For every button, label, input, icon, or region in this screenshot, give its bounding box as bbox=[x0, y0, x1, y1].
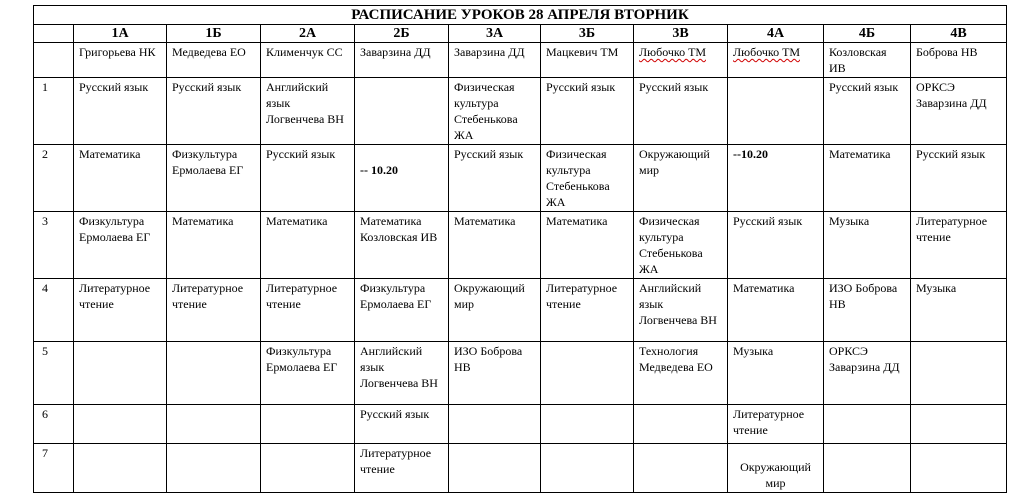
teacher-cell: Клименчук СС bbox=[261, 43, 355, 78]
lesson-row-2 bbox=[34, 145, 1007, 212]
lesson-cell: Математика Козловская ИВ bbox=[355, 212, 449, 279]
lesson-cell bbox=[911, 405, 1007, 444]
lesson-cell: Физкультура Ермолаева ЕГ bbox=[74, 212, 167, 279]
lesson-cell: Литературное чтение bbox=[728, 405, 824, 444]
corner-cell bbox=[34, 25, 74, 43]
teacher-cell: Заварзина ДД bbox=[449, 43, 541, 78]
lesson-cell bbox=[74, 405, 167, 444]
lesson-cell bbox=[728, 444, 824, 493]
lesson-number: 4 bbox=[34, 279, 74, 342]
lesson-cell bbox=[634, 405, 728, 444]
lesson-cell: Технология Медведева ЕО bbox=[634, 342, 728, 405]
lesson-number: 5 bbox=[34, 342, 74, 405]
schedule-title: РАСПИСАНИЕ УРОКОВ 28 АПРЕЛЯ ВТОРНИК bbox=[34, 6, 1007, 25]
lesson-cell bbox=[449, 405, 541, 444]
class-header: 4А bbox=[728, 25, 824, 43]
teacher-cell: Григорьева НК bbox=[74, 43, 167, 78]
lesson-cell: Русский язык bbox=[449, 145, 541, 212]
lesson-cell: ИЗО Боброва НВ bbox=[449, 342, 541, 405]
lesson-cell bbox=[167, 405, 261, 444]
lesson-text: Окружающий мир bbox=[740, 460, 811, 490]
lesson-cell bbox=[634, 444, 728, 493]
lesson-cell bbox=[355, 145, 449, 212]
lesson-cell: Музыка bbox=[911, 279, 1007, 342]
lesson-cell: Окружающий мир bbox=[449, 279, 541, 342]
lesson-number: 6 bbox=[34, 405, 74, 444]
lesson-cell: Физкультура Ермолаева ЕГ bbox=[261, 342, 355, 405]
lesson-row-7 bbox=[34, 444, 1007, 493]
lesson-cell: Окружающий мир bbox=[634, 145, 728, 212]
lesson-cell: Математика bbox=[824, 145, 911, 212]
lesson-cell: Музыка bbox=[728, 342, 824, 405]
lesson-cell: Физическая культура Стебенькова ЖА bbox=[449, 78, 541, 145]
class-header: 1А bbox=[74, 25, 167, 43]
lesson-cell bbox=[541, 405, 634, 444]
lesson-number: 7 bbox=[34, 444, 74, 493]
lesson-number: 3 bbox=[34, 212, 74, 279]
lesson-cell bbox=[824, 405, 911, 444]
teacher-corner bbox=[34, 43, 74, 78]
lesson-cell: Русский язык bbox=[911, 145, 1007, 212]
lesson-cell: Русский язык bbox=[74, 78, 167, 145]
class-header: 4В bbox=[911, 25, 1007, 43]
lesson-cell bbox=[167, 444, 261, 493]
lesson-cell: Русский язык bbox=[355, 405, 449, 444]
lesson-row-1 bbox=[34, 78, 1007, 145]
lesson-cell: Математика bbox=[449, 212, 541, 279]
lesson-cell: Английский язык Логвенчева ВН bbox=[261, 78, 355, 145]
lesson-cell: Русский язык bbox=[634, 78, 728, 145]
lesson-cell: Литературное чтение bbox=[167, 279, 261, 342]
lesson-cell: Русский язык bbox=[167, 78, 261, 145]
teacher-cell bbox=[728, 43, 824, 78]
class-header: 3Б bbox=[541, 25, 634, 43]
lesson-cell: Английский язык Логвенчева ВН bbox=[355, 342, 449, 405]
lesson-cell: Русский язык bbox=[261, 145, 355, 212]
lesson-cell: Литературное чтение bbox=[74, 279, 167, 342]
teacher-row bbox=[34, 43, 1007, 78]
lesson-cell: Математика bbox=[167, 212, 261, 279]
lesson-cell: Музыка bbox=[824, 212, 911, 279]
lesson-cell: Физическая культура Стебенькова ЖА bbox=[634, 212, 728, 279]
lesson-number: 2 bbox=[34, 145, 74, 212]
lesson-cell: Литературное чтение bbox=[261, 279, 355, 342]
lesson-cell bbox=[911, 444, 1007, 493]
class-header: 1Б bbox=[167, 25, 261, 43]
lesson-number: 1 bbox=[34, 78, 74, 145]
class-header: 3А bbox=[449, 25, 541, 43]
lesson-cell bbox=[449, 444, 541, 493]
lesson-cell: ОРКСЭ Заварзина ДД bbox=[911, 78, 1007, 145]
lesson-cell: Математика bbox=[261, 212, 355, 279]
lesson-time-note: -- 10.20 bbox=[360, 163, 398, 177]
lesson-cell bbox=[728, 145, 824, 212]
lesson-cell bbox=[355, 78, 449, 145]
lesson-cell: Физкультура Ермолаева ЕГ bbox=[167, 145, 261, 212]
lesson-time-note: --10.20 bbox=[733, 147, 768, 161]
teacher-cell: Боброва НВ bbox=[911, 43, 1007, 78]
lesson-cell: Русский язык bbox=[728, 212, 824, 279]
lesson-row-4 bbox=[34, 279, 1007, 342]
lesson-cell bbox=[261, 405, 355, 444]
class-header: 4Б bbox=[824, 25, 911, 43]
teacher-cell: Заварзина ДД bbox=[355, 43, 449, 78]
class-header: 2А bbox=[261, 25, 355, 43]
lesson-cell bbox=[167, 342, 261, 405]
lesson-cell bbox=[541, 444, 634, 493]
lesson-cell: ОРКСЭ Заварзина ДД bbox=[824, 342, 911, 405]
teacher-cell: Мацкевич ТМ bbox=[541, 43, 634, 78]
lesson-cell: ИЗО Боброва НВ bbox=[824, 279, 911, 342]
lesson-cell: Литературное чтение bbox=[355, 444, 449, 493]
lesson-cell bbox=[74, 342, 167, 405]
teacher-name: Любочко ТМ bbox=[639, 45, 706, 59]
lesson-cell bbox=[74, 444, 167, 493]
lesson-cell: Литературное чтение bbox=[911, 212, 1007, 279]
lesson-cell: Русский язык bbox=[541, 78, 634, 145]
lesson-cell bbox=[728, 78, 824, 145]
lesson-cell bbox=[824, 444, 911, 493]
lesson-cell: Математика bbox=[74, 145, 167, 212]
lesson-cell: Математика bbox=[728, 279, 824, 342]
lesson-cell: Математика bbox=[541, 212, 634, 279]
lesson-cell: Русский язык bbox=[824, 78, 911, 145]
lesson-cell: Литературное чтение bbox=[541, 279, 634, 342]
teacher-cell: Медведева ЕО bbox=[167, 43, 261, 78]
lesson-row-3 bbox=[34, 212, 1007, 279]
lesson-cell bbox=[261, 444, 355, 493]
lesson-cell bbox=[911, 342, 1007, 405]
lesson-row-5 bbox=[34, 342, 1007, 405]
teacher-cell bbox=[634, 43, 728, 78]
teacher-cell: Козловская ИВ bbox=[824, 43, 911, 78]
class-header: 3В bbox=[634, 25, 728, 43]
lesson-cell: Английский язык Логвенчева ВН bbox=[634, 279, 728, 342]
lesson-row-6 bbox=[34, 405, 1007, 444]
lesson-cell: Физическая культура Стебенькова ЖА bbox=[541, 145, 634, 212]
lesson-cell: Физкультура Ермолаева ЕГ bbox=[355, 279, 449, 342]
schedule-table bbox=[33, 5, 1007, 493]
lesson-cell bbox=[541, 342, 634, 405]
teacher-name: Любочко ТМ bbox=[733, 45, 800, 59]
class-header-row bbox=[34, 25, 1007, 43]
class-header: 2Б bbox=[355, 25, 449, 43]
